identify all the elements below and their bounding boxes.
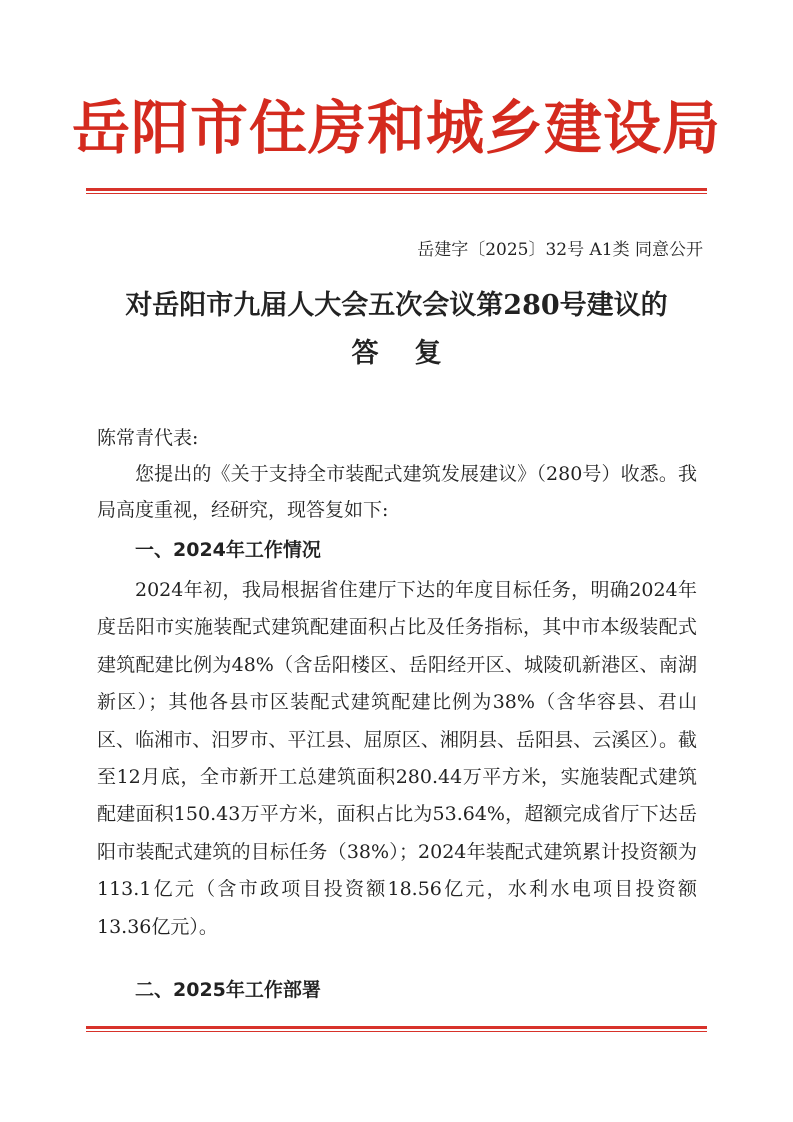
document-number: 岳建字〔2025〕32号 A1类 同意公开	[417, 240, 703, 260]
footer-rule-thin	[86, 1031, 707, 1032]
section-2024-paragraph: 2024年初，我局根据省住建厅下达的年度目标任务，明确2024年度岳阳市实施装配式建筑配建面积占比及任务指标，其中市本级装配式建筑配建比例为48%（含岳阳楼区、岳阳经开区、城陵矶新港区、南湖新区）；其他各县市区装配式建筑配建比例为38%（含华容县、君山区、临湘市、汨罗市、平江县、屈原区、湘阴县、岳阳县、云溪区）。截至12月底，全市新开工总建筑面积280.44万平方米，实施装配式建筑配建面积150.43万平方米，面积占比为53.64%，超额完成省厅下达岳阳市装配式建筑的目标任务（38%）；2024年装配式建筑累计投资额为113.1亿元（含市政项目投资额18.56亿元，水利水电项目投资额13.36亿元）。	[97, 579, 697, 938]
intro-paragraph: 您提出的《关于支持全市装配式建筑发展建议》（280号）收悉。我局高度重视，经研究，现答复如下:	[97, 463, 697, 521]
section-heading-2024: 一、2024年工作情况	[135, 539, 321, 561]
document-title-line-1: 对岳阳市九届人大会五次会议第280号建议的	[125, 290, 668, 321]
intro-paragraph-container	[97, 456, 697, 528]
section-2024-paragraph-container	[97, 572, 697, 946]
header-rule-thick	[86, 188, 707, 191]
section-heading-2025: 二、2025年工作部署	[135, 979, 321, 1001]
header-rule-thin	[86, 193, 707, 194]
header-red-rule	[86, 188, 707, 192]
salutation: 陈常青代表:	[97, 427, 199, 449]
footer-red-rule	[86, 1026, 707, 1030]
organization-header: 岳阳市住房和城乡建设局	[71, 94, 721, 162]
footer-rule-thick	[86, 1026, 707, 1029]
document-title-line-2: 答复	[351, 338, 478, 369]
